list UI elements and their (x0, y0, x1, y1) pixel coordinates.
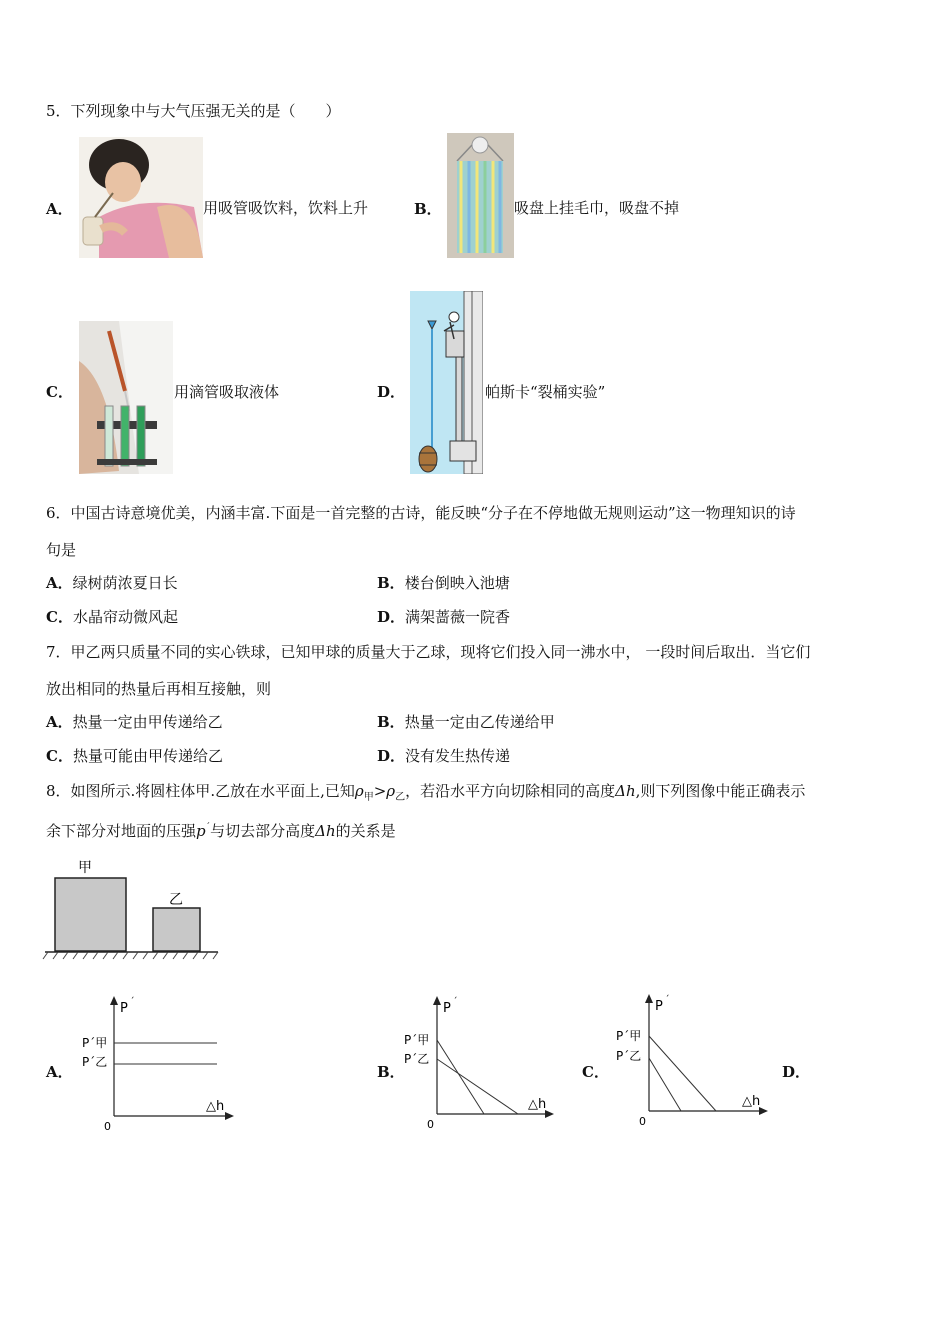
x-axis-label: △h (206, 1099, 225, 1114)
q6-option-d-label: D． (377, 608, 406, 626)
y-axis-label: P (120, 1001, 128, 1016)
option-b-label[interactable]: B． (414, 200, 442, 218)
cylinder-yi (153, 908, 200, 951)
rho-jia: ρ (354, 782, 364, 800)
sub-jia: 甲 (363, 792, 374, 803)
y-axis-label: P (443, 1001, 451, 1016)
pascal-barrel-illustration (410, 291, 483, 474)
q7-option-b[interactable] (377, 711, 555, 733)
q8-stem-b: ，若沿水平方向切除相同的高度 (405, 782, 616, 800)
option-a-text: 用吸管吸饮料，饮料上升 (203, 199, 369, 217)
q8-option-a-label[interactable]: A． (46, 1063, 73, 1081)
y-axis-prime: ˊ (130, 997, 135, 1007)
p-jia-label: Pˊ甲 (616, 1029, 642, 1043)
q6-option-c[interactable] (46, 606, 178, 628)
question-6-stem-line2: 句是 (46, 541, 77, 559)
p-jia-label: Pˊ甲 (82, 1036, 108, 1050)
graph-b (400, 992, 560, 1134)
y-axis-prime: ˊ (665, 995, 670, 1005)
q6-option-d[interactable] (377, 606, 510, 628)
option-a-label[interactable]: A． (46, 200, 73, 218)
line-jia (649, 1036, 716, 1111)
question-7-stem-line2: 放出相同的热量后再相互接触，则 (46, 680, 272, 698)
question-6-stem-line1: 6．中国古诗意境优美，内涵丰富.下面是一首完整的古诗，能反映“分子在不停地做无规则运动”这一物理知识的诗 (46, 504, 796, 522)
delta-h-2: Δh (315, 822, 336, 840)
q6-option-c-text: 水晶帘动微风起 (72, 608, 178, 626)
option-b-text: 吸盘上挂毛巾，吸盘不掉 (514, 199, 680, 217)
p-prime: ˊ (205, 823, 211, 833)
question-7-stem-line1: 7．甲乙两只质量不同的实心铁球，已知甲球的质量大于乙球，现将它们投入同一沸水中， 一段时间后取出．当它们 (46, 643, 811, 661)
p-yi-label: Pˊ乙 (82, 1055, 108, 1069)
origin-label: 0 (639, 1115, 646, 1128)
x-axis-arrow (545, 1110, 554, 1118)
graph-a (78, 992, 238, 1134)
q7-option-c-label: C． (46, 747, 73, 765)
y-axis-arrow (645, 994, 653, 1003)
suction-cup-towel-photo (447, 133, 514, 258)
label-yi: 乙 (169, 892, 183, 908)
q8-stem2-a: 余下部分对地面的压强 (46, 822, 197, 840)
q6-option-c-label: C． (46, 608, 73, 626)
x-axis-label: △h (528, 1097, 547, 1112)
q6-option-d-text: 满架蔷薇一院香 (405, 608, 511, 626)
delta-h: Δh (615, 782, 636, 800)
q8-option-b-label[interactable]: B． (377, 1063, 405, 1081)
q6-option-a[interactable] (46, 572, 178, 594)
q6-option-b-text: 楼台倒映入池塘 (404, 574, 510, 592)
p-jia-label: Pˊ甲 (404, 1033, 430, 1047)
p-yi-label: Pˊ乙 (616, 1049, 642, 1063)
question-5-stem: 5．下列现象中与大气压强无关的是（ ） (46, 102, 341, 120)
q8-option-c-label[interactable]: C． (582, 1063, 609, 1081)
y-axis-arrow (433, 996, 441, 1005)
origin-label: 0 (427, 1118, 434, 1131)
y-axis-label: P (655, 999, 663, 1014)
graph-c (612, 988, 772, 1130)
q7-option-c[interactable] (46, 745, 223, 767)
q8-stem-a: 8．如图所示.将圆柱体甲.乙放在水平面上,已知 (46, 782, 355, 800)
x-axis-label: △h (742, 1094, 761, 1109)
q7-option-b-label: B． (377, 713, 405, 731)
origin-label: 0 (104, 1120, 111, 1133)
q8-option-d-label[interactable]: D． (782, 1063, 811, 1081)
q6-option-a-label: A． (46, 574, 73, 592)
line-yi (437, 1059, 518, 1114)
q6-option-a-text: 绿树荫浓夏日长 (72, 574, 178, 592)
option-d-text: 帕斯卡“裂桶实验” (485, 383, 606, 401)
option-c-label[interactable]: C． (46, 383, 73, 401)
q7-option-c-text: 热量可能由甲传递给乙 (72, 747, 223, 765)
option-d-label[interactable]: D． (377, 383, 406, 401)
ground-hatching (43, 952, 218, 959)
q7-option-d-text: 没有发生热传递 (405, 747, 511, 765)
q7-option-b-text: 热量一定由乙传递给甲 (404, 713, 555, 731)
q8-stem2-c: 的关系是 (335, 822, 396, 840)
label-jia: 甲 (78, 860, 92, 876)
rho-yi: ρ (386, 782, 396, 800)
p-yi-label: Pˊ乙 (404, 1052, 430, 1066)
x-axis-arrow (225, 1112, 234, 1120)
option-c-text: 用滴管吸取液体 (174, 383, 280, 401)
q7-option-a[interactable] (46, 711, 223, 733)
q8-stem2-b: 与切去部分高度 (210, 822, 316, 840)
p-symbol: p (196, 822, 206, 840)
q7-option-d-label: D． (377, 747, 406, 765)
dropper-photo (79, 321, 173, 474)
y-axis-arrow (110, 996, 118, 1005)
y-axis-prime: ˊ (453, 997, 458, 1007)
line-jia (437, 1040, 484, 1114)
question-8-stem-line1 (46, 780, 805, 809)
q7-option-a-text: 热量一定由甲传递给乙 (72, 713, 223, 731)
q7-option-d[interactable] (377, 745, 510, 767)
cylinders-figure (40, 852, 230, 962)
x-axis-arrow (759, 1107, 768, 1115)
q8-stem-c: ,则下列图像中能正确表示 (635, 782, 806, 800)
q6-option-b-label: B． (377, 574, 405, 592)
sub-yi: 乙 (395, 792, 406, 803)
question-8-stem-line2 (46, 817, 396, 842)
cylinder-jia (55, 878, 126, 951)
gt-sign: > (373, 782, 387, 800)
q6-option-b[interactable] (377, 572, 510, 594)
q7-option-a-label: A． (46, 713, 73, 731)
drinking-straw-photo (79, 137, 203, 258)
